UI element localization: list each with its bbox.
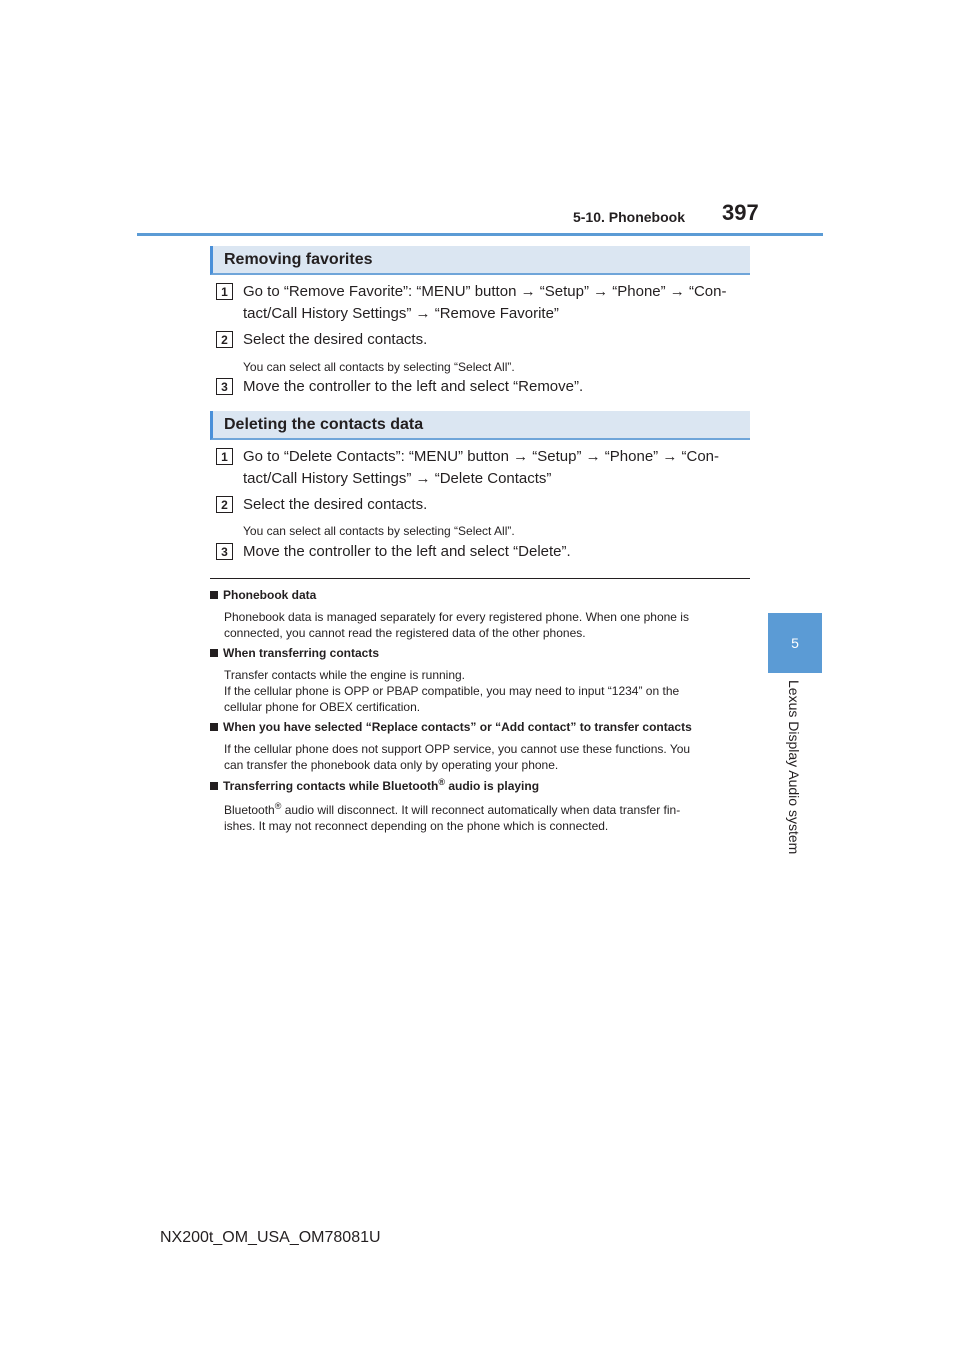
step-number-badge: 2 bbox=[216, 496, 233, 513]
info-body: Phonebook data is managed separately for every registered phone. When one phone is connected, you cannot read the registered data of the other phones. bbox=[224, 610, 689, 640]
step-text: Move the controller to the left and select “Delete”. bbox=[243, 543, 571, 560]
step-text: Move the controller to the left and select “Remove”. bbox=[243, 378, 584, 395]
info-heading: Transferring contacts while Bluetooth® audio is playing bbox=[210, 777, 539, 793]
step-number-badge: 3 bbox=[216, 378, 233, 395]
step-text: Select the desired contacts. bbox=[243, 331, 428, 348]
header-rule bbox=[137, 233, 823, 236]
section-title: 5-10. Phonebook bbox=[572, 209, 685, 225]
page-number: 397 bbox=[722, 200, 759, 225]
section-heading-removing-favorites bbox=[210, 246, 750, 275]
info-heading: When transferring contacts bbox=[210, 646, 379, 660]
info-body: Bluetooth® audio will disconnect. It will reconnect automatically when data transfer fin- ishes. It may not reconnect depending on the phone which is connected. bbox=[224, 801, 681, 833]
step-number-badge: 1 bbox=[216, 448, 233, 465]
step-note: You can select all contacts by selecting “Select All”. bbox=[243, 524, 515, 538]
divider bbox=[210, 578, 750, 579]
square-bullet-icon bbox=[210, 649, 218, 657]
step-note: You can select all contacts by selecting “Select All”. bbox=[243, 360, 515, 374]
info-body: Transfer contacts while the engine is running. If the cellular phone is OPP or PBAP compatible, you may need to input “1234” on the cellular phone for OBEX certification. bbox=[224, 668, 680, 714]
info-heading: Phonebook data bbox=[210, 588, 316, 602]
step-text: Go to “Delete Contacts”: “MENU” button → “Setup” → “Phone” → “Con- tact/Call History Settings” → “Delete Contacts” bbox=[243, 448, 719, 487]
section-heading-text: Removing favorites bbox=[224, 250, 373, 268]
step-text: Go to “Remove Favorite”: “MENU” button → “Setup” → “Phone” → “Con- tact/Call History Settings” → “Remove Favorite” bbox=[243, 283, 727, 322]
step-text: Select the desired contacts. bbox=[243, 496, 428, 513]
chapter-tab bbox=[768, 613, 822, 673]
info-body: If the cellular phone does not support OPP service, you cannot use these functions. You can transfer the phonebook data only by operating your phone. bbox=[224, 742, 691, 772]
info-heading: When you have selected “Replace contacts” or “Add contact” to transfer contacts bbox=[210, 720, 692, 734]
square-bullet-icon bbox=[210, 782, 218, 790]
footer-code: NX200t_OM_USA_OM78081U bbox=[160, 1229, 381, 1246]
step-number-badge: 3 bbox=[216, 543, 233, 560]
square-bullet-icon bbox=[210, 591, 218, 599]
chapter-number: 5 bbox=[791, 635, 799, 651]
step-number-badge: 2 bbox=[216, 331, 233, 348]
section-heading-deleting-contacts bbox=[210, 411, 750, 440]
square-bullet-icon bbox=[210, 723, 218, 731]
chapter-label: Lexus Display Audio system bbox=[786, 680, 802, 855]
chapter-label-wrap bbox=[768, 680, 822, 860]
section-heading-text: Deleting the contacts data bbox=[224, 415, 424, 433]
step-number-badge: 1 bbox=[216, 283, 233, 300]
